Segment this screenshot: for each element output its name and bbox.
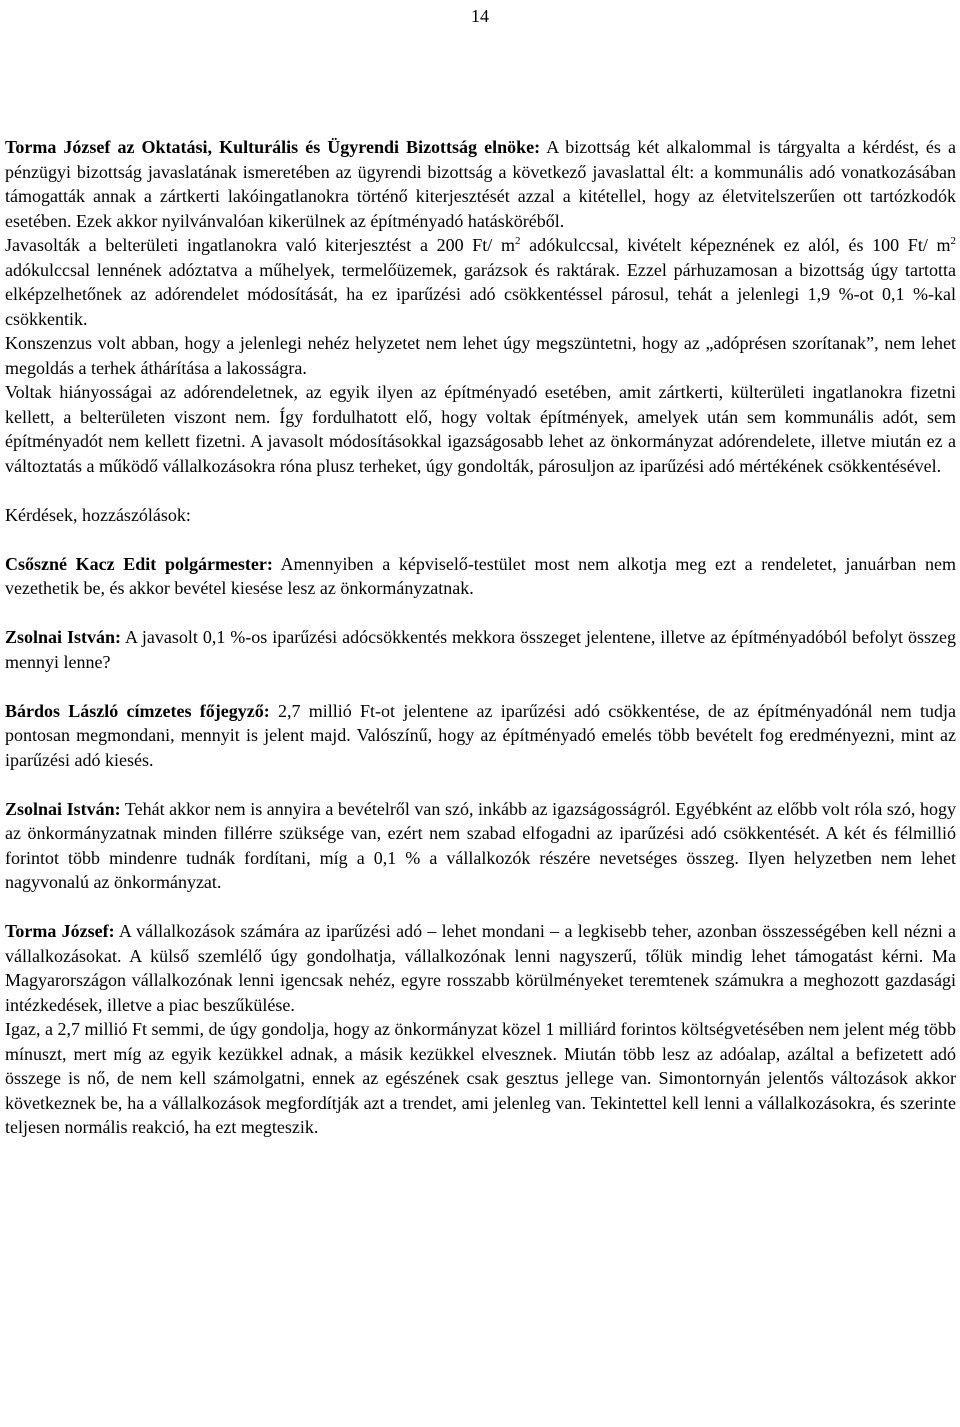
paragraph-text: Voltak hiányosságai az adórendeletnek, az egyik ilyen az építményadó esetében, amit zártkerti, külterületi ingatlanokra fizetni kellett, a belterületen viszont nem. Így fordulhatott elő, hogy voltak építmények, amelyek után sem kommunális adót, sem építményadót nem kellett fizetni. A javasolt módosításokkal igazságosabb lehet az önkormányzat adórendelete, illetve miután ez a változtatás a működő vállalkozásokra róna plusz terheket, úgy gondolták, párosuljon az iparűzési adó mértékének csökkentésével. — [5, 382, 956, 476]
paragraph-text: A vállalkozások számára az iparűzési adó – lehet mondani – a legkisebb teher, azonban összességében kell nézni a vállalkozásokat. A külső szemlélő úgy gondolhatja, vállalkozónak lenni nagyszerű, tőlük mindig lehet támogatást kérni. Ma Magyarországon vállalkozónak lenni igencsak nehéz, egyre rosszabb körülményeket teremtenek számukra a meghozott gazdasági intézkedések, illetve a piac beszűkülése. — [5, 921, 957, 1015]
superscript: 2 — [950, 235, 957, 247]
paragraph-zsolnai-kerdes — [5, 625, 956, 674]
paragraph-bardos-valasz — [5, 699, 956, 773]
paragraph-text: Tehát akkor nem is annyira a bevételről van szó, inkább az igazságosságról. Egyébként az előbb volt róla szó, hogy az önkormányzatnak minden fillérre szüksége van, ezért nem szabad elfogadni az iparűzési adó csökkentését. A két és félmillió forintot több mindenre tudnák fordítani, míg a 0,1 % a vállalkozók részére nevetséges összeg. Ilyen helyzetben nem lehet nagyvonalú az önkormányzat. — [5, 798, 956, 892]
speaker-name: Zsolnai István: — [5, 627, 121, 647]
paragraph-belteruleti-javaslat — [5, 233, 956, 331]
paragraph-text: A javasolt 0,1 %-os iparűzési adócsökkentés mekkora összeget jelentene, illetve az építményadóból befolyt összeg mennyi lenne? — [5, 627, 956, 672]
speaker-name: Torma József az Oktatási, Kulturális és Ügyrendi Bizottság elnöke: — [5, 137, 541, 157]
superscript: 2 — [515, 235, 521, 247]
speaker-name: Bárdos László címzetes főjegyző: — [5, 700, 270, 721]
page-number: 14 — [471, 6, 489, 26]
paragraph-konszenzus — [5, 331, 956, 380]
paragraph-text: 2,7 millió Ft-ot jelentene az iparűzési adó csökkentése, de az építményadónál nem tudja pontosan megmondani, mennyit is jelent majd. Valószínű, hogy az építményadó emelés több bevételt fog eredményezni, mint az iparűzési adó kiesés. — [5, 700, 956, 770]
paragraph-text: A bizottság két alkalommal is tárgyalta a kérdést, és a pénzügyi bizottság javaslatának ismeretében az ügyrendi bizottság a következő javaslattal élt: a kommunális adó vonatkozásában támogatták annak a zártkerti lakóingatlanokra történő kiterjesztését azzal a kitétellel, hogy az életvitelszerűen ott tartózkodók esetében. Ezek akkor nyilvánvalóan kikerülnek az építményadó hatásköréből. — [5, 137, 956, 231]
speaker-name: Zsolnai István: — [5, 798, 121, 819]
paragraph-torma-folytatas — [5, 1017, 956, 1140]
paragraph-text: Igaz, a 2,7 millió Ft semmi, de úgy gondolja, hogy az önkormányzat közel 1 milliárd forintos költségvetésében nem jelent még több mínuszt, mert míg az egyik kezükkel adnak, a másik kezükkel elvesznek. Miután több lesz az adóalap, azáltal a befizetett adó összege is nő, de nem kell számolgatni, ennek az egészének csak gesztus jellege van. Simontornyán jelentős változások akkor következnek be, ha a vállalkozások megfordítják azt a trendet, ami jelenleg van. Tekintettel kell lenni a vállalkozásokra, és szerinte teljesen normális reakció, ha ezt megteszik. — [5, 1019, 956, 1137]
paragraph-hianyossagok — [5, 380, 956, 478]
paragraph-zsolnai-velemeny — [5, 797, 956, 895]
paragraph-text: adókulccsal, kivételt képeznének ez alól, és 100 Ft/ m — [520, 235, 951, 255]
paragraph-text: Javasolták a belterületi ingatlanokra való kiterjesztést a 200 Ft/ m — [5, 235, 515, 255]
section-heading-kerdesek — [5, 503, 956, 528]
paragraph-torma-valasz — [5, 919, 956, 1017]
paragraph-text: Amennyiben a képviselő-testület most nem alkotja meg ezt a rendeletet, januárban nem vezethetik be, és akkor bevétel kiesése lesz az önkormányzatnak. — [5, 553, 956, 598]
paragraph-torma-bizottsag — [5, 135, 956, 233]
paragraph-text: adókulccsal lennének adóztatva a műhelyek, termelőüzemek, garázsok és raktárak. Ezzel párhuzamosan a bizottság úgy tartotta elképzelhetőnek az adórendelet módosítását, ha ez iparűzési adó csökkentéssel párosul, tehát a jelenlegi 1,9 %-ot 0,1 %-kal csökkentik. — [5, 259, 956, 329]
heading-text: Kérdések, hozzászólások: — [5, 504, 191, 525]
paragraph-text: Konszenzus volt abban, hogy a jelenlegi nehéz helyzetet nem lehet úgy megszüntetni, hogy az „adóprésen szorítanak”, nem lehet megoldás a terhek áthárítása a lakosságra. — [5, 333, 956, 378]
paragraph-polgarmester — [5, 552, 956, 601]
speaker-name: Csőszné Kacz Edit polgármester: — [5, 553, 273, 574]
document-body — [5, 135, 956, 1140]
speaker-name: Torma József: — [5, 921, 115, 941]
